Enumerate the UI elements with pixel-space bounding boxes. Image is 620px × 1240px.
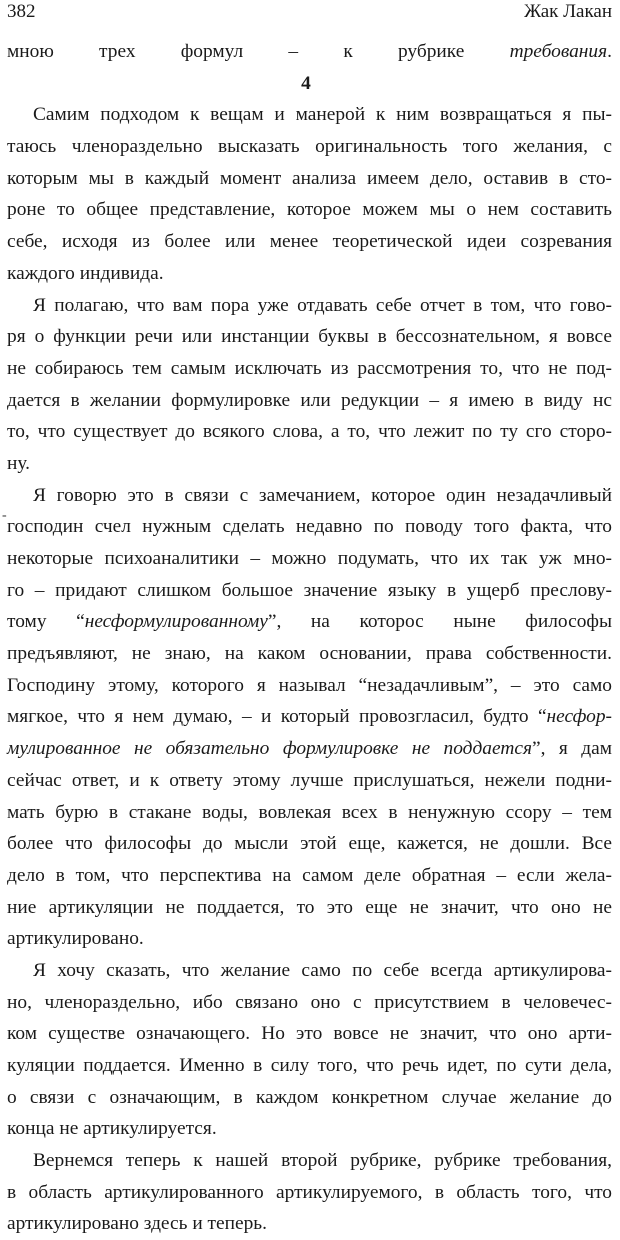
text-line: себе, исходя из более или менее теоретической идеи созревания <box>7 231 612 253</box>
page-body <box>0 36 612 1240</box>
text-line: сейчас ответ, и к ответу этому лучше прислушаться, нежели подни- <box>7 769 612 791</box>
text-line: роне то общее представление, которое можем мы о нем составить <box>7 199 612 221</box>
text-line: некоторые психоаналитики – можно подумать, что их так уж мно- <box>7 548 612 569</box>
text-line: го – придают слишком большое значение языку в ущерб преслову- <box>7 579 612 601</box>
text-line: дело в том, что перспектива на самом деле обратная – если жела- <box>7 864 612 886</box>
text-line: мать бурю в стакане воды, вовлекая всех в ненужную ссору – тем <box>7 801 612 823</box>
text-line: в область артикулированного артикулируемого, в область того, что <box>7 1181 612 1203</box>
paragraph-first-line: Вернемся теперь к нашей второй рубрике, рубрике требования, <box>33 1150 612 1172</box>
text-line: мною трех формул – к рубрике требования. <box>7 41 612 62</box>
text-line: не собираюсь тем самым исключать из рассмотрения то, что не под- <box>7 357 612 379</box>
margin-mark: - <box>2 508 7 523</box>
text-line: куляции поддается. Именно в силу того, что речь идет, по сути дела, <box>7 1055 612 1076</box>
text-line: тому “несформулированному”, на которос ныне философы <box>7 611 612 633</box>
paragraph-last-line: ну. <box>7 452 30 474</box>
text-line: ря о функции речи или инстанции буквы в бессознательном, я вовсе <box>7 326 612 348</box>
text-line: господин счел нужным сделать недавно по поводу того факта, что <box>7 516 612 538</box>
text-line: но, членораздельно, ибо связано оно с присутствием в человечес- <box>7 991 612 1013</box>
paragraph-first-line: Самим подходом к вещам и манерой к ним возвращаться я пы- <box>33 104 612 126</box>
text-line: ком существе означающего. Но это вовсе не значит, что оно арти- <box>7 1023 612 1045</box>
text-line: таюсь членораздельно высказать оригинальность того желания, с <box>7 136 612 158</box>
text-line: которым мы в каждый момент анализа имеем дело, оставив в сто- <box>7 167 612 189</box>
running-header-author: Жак Лакан <box>524 1 612 22</box>
text-line: мягкое, что я нем думаю, – и который провозгласил, будто “несфор- <box>7 706 612 728</box>
page-number: 382 <box>7 1 36 22</box>
text-line: дается в желании формулировке или редукции – я имею в виду нс <box>7 389 612 411</box>
paragraph-last-line: артикулировано. <box>7 928 144 950</box>
text-line: ние артикуляции не поддается, то это еще не значит, что оно не <box>7 896 612 918</box>
paragraph-last-line: артикулировано здесь и теперь. <box>7 1213 267 1235</box>
paragraph-first-line: Я полагаю, что вам пора уже отдавать себе отчет в том, что гово- <box>33 294 612 316</box>
paragraph-first-line: Я говорю это в связи с замечанием, которое один незадачливый <box>33 484 612 506</box>
text-line: мулированное не обязательно формулировке не поддается”, я дам <box>7 738 613 760</box>
paragraph-last-line: конца не артикулируется. <box>7 1118 217 1140</box>
section-number: 4 <box>301 72 311 94</box>
text-line: то, что существует до всякого слова, а то, что лежит по ту сго сторо- <box>7 421 612 443</box>
paragraph-last-line: каждого индивида. <box>7 262 164 284</box>
paragraph-first-line: Я хочу сказать, что желание само по себе всегда артикулирова- <box>33 959 612 981</box>
text-line: более что философы до мысли этой еще, кажется, не дошли. Все <box>7 833 612 855</box>
text-line: Господину этому, которого я называл “незадачливым”, – это само <box>7 674 612 696</box>
text-line: предъявляют, не знаю, на каком основании, права собственности. <box>7 643 612 665</box>
text-line: о связи с означающим, в каждом конкретном случае желание до <box>7 1086 612 1108</box>
